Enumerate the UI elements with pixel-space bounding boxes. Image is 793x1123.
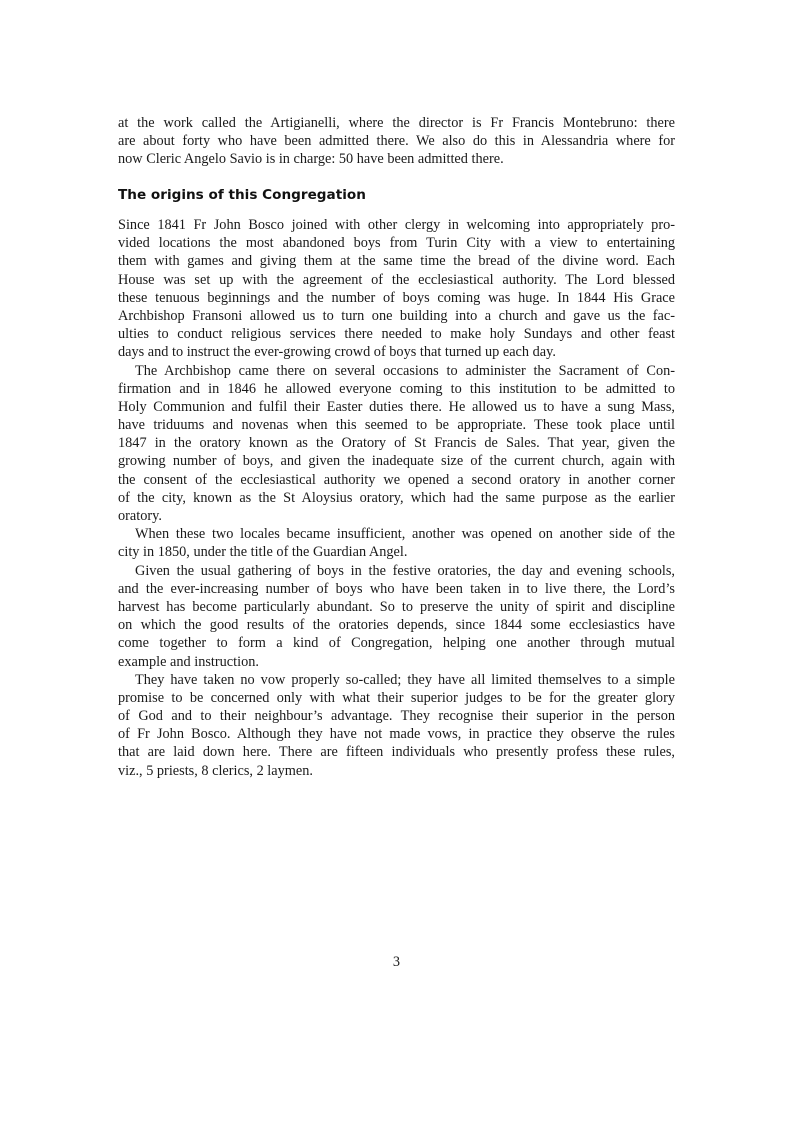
- page-number: 3: [392, 954, 401, 970]
- section-body: [118, 216, 675, 780]
- text-line: of God and to their neighbour’s advantage. They recognise their superior in the person: [118, 708, 675, 725]
- text-line: them with games and giving them at the same time the bread of the divine word. Each: [118, 253, 675, 270]
- text-line: vided locations the most abandoned boys from Turin City with a view to entertaining: [118, 235, 675, 252]
- text-line: Since 1841 Fr John Bosco joined with other clergy in welcoming into appropriately pro-: [118, 217, 675, 233]
- text-line: promise to be concerned only with what their superior judges to be for the greater glory: [118, 689, 675, 706]
- paragraph: [118, 525, 675, 561]
- text-line: They have taken no vow properly so-called; they have all limited themselves to a simple: [135, 671, 675, 688]
- text-line: of Fr John Bosco. Although they have not made vows, in practice they observe the rules: [118, 726, 675, 743]
- text-line: now Cleric Angelo Savio is in charge: 50 have been admitted there.: [118, 151, 504, 168]
- text-line: at the work called the Artigianelli, where the director is Fr Francis Montebruno: there: [118, 115, 675, 131]
- text-line: example and instruction.: [118, 653, 259, 670]
- text-line: firmation and in 1846 he allowed everyone coming to this institution to be admitted to: [118, 380, 675, 397]
- text-line: Holy Communion and fulfil their Easter duties there. He allowed us to have a sung Mass,: [118, 398, 675, 415]
- text-line: of the city, known as the St Aloysius oratory, which had the same purpose as the earlier: [118, 489, 675, 506]
- text-line: on which the good results of the oratories depends, since 1844 some ecclesiastics have: [118, 617, 675, 634]
- text-line: ulties to conduct religious services there needed to make holy Sundays and other feast: [118, 326, 675, 343]
- paragraph: [118, 362, 675, 526]
- paragraph: [118, 671, 675, 780]
- text-line: have triduums and novenas when this seemed to be appropriate. These took place until: [118, 417, 675, 434]
- text-line: When these two locales became insufficient, another was opened on another side of the: [135, 526, 675, 543]
- paragraph: [118, 562, 675, 671]
- text-line: 1847 in the oratory known as the Oratory of St Francis de Sales. That year, given the: [118, 435, 675, 452]
- text-line: growing number of boys, and given the inadequate size of the current church, again with: [118, 453, 675, 470]
- text-line: oratory.: [118, 508, 162, 524]
- text-line: that are laid down here. There are fifteen individuals who presently profess these rules,: [118, 744, 675, 761]
- section-heading: The origins of this Congregation: [118, 187, 366, 203]
- text-line: come together to form a kind of Congregation, helping one another through mutual: [118, 635, 675, 652]
- text-line: the consent of the ecclesiastical authority we opened a second oratory in another corner: [118, 471, 675, 488]
- text-line: viz., 5 priests, 8 clerics, 2 laymen.: [118, 762, 313, 779]
- paragraph: [118, 114, 675, 169]
- text-line: Given the usual gathering of boys in the festive oratories, the day and evening schools,: [135, 562, 675, 579]
- text-line: House was set up with the agreement of the ecclesiastical authority. The Lord blessed: [118, 271, 675, 288]
- paragraph: [118, 216, 675, 362]
- text-line: days and to instruct the ever-growing crowd of boys that turned up each day.: [118, 344, 556, 361]
- text-line: and the ever-increasing number of boys who have been taken in to live there, the Lord’s: [118, 580, 675, 597]
- text-line: The Archbishop came there on several occasions to administer the Sacrament of Con-: [135, 362, 675, 379]
- text-line: are about forty who have been admitted there. We also do this in Alessandria where for: [118, 133, 675, 150]
- text-line: city in 1850, under the title of the Guardian Angel.: [118, 544, 408, 561]
- text-line: Archbishop Fransoni allowed us to turn one building into a church and gave us the fac-: [118, 307, 675, 324]
- text-line: these tenuous beginnings and the number of boys coming was huge. In 1844 His Grace: [118, 289, 675, 306]
- text-line: harvest has become particularly abundant. So to preserve the unity of spirit and discipline: [118, 598, 675, 615]
- continued-paragraph: [118, 114, 675, 169]
